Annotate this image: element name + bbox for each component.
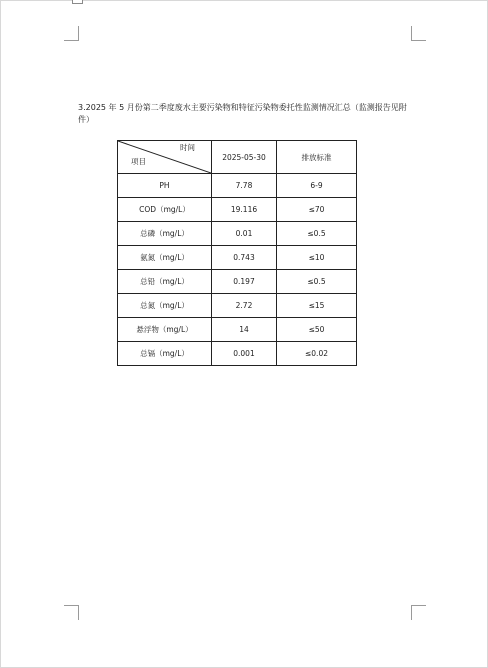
standard-cell: ≤15 [277, 294, 357, 318]
table-row [118, 246, 357, 270]
table-row [118, 174, 357, 198]
standard-cell: ≤70 [277, 198, 357, 222]
standard-cell: ≤50 [277, 318, 357, 342]
value-cell: 2.72 [212, 294, 277, 318]
page-edge-left [0, 0, 1, 668]
item-cell: 总磷（mg/L） [118, 222, 212, 246]
standard-cell: ≤0.5 [277, 222, 357, 246]
margin-mark-bottom-left [64, 605, 79, 620]
standard-cell: ≤0.5 [277, 270, 357, 294]
section-heading: 3.2025 年 5 月份第二季度废水主要污染物和特征污染物委托性监测情况汇总（监测报告见附件） [78, 103, 407, 124]
header-standard-cell: 排放标准 [277, 141, 357, 174]
margin-mark-bottom-right [411, 605, 426, 620]
value-cell: 7.78 [212, 174, 277, 198]
value-cell: 19.116 [212, 198, 277, 222]
standard-cell: 6-9 [277, 174, 357, 198]
value-cell: 0.743 [212, 246, 277, 270]
monitoring-table [117, 140, 357, 366]
item-cell: 悬浮物（mg/L） [118, 318, 212, 342]
item-cell: 氨氮（mg/L） [118, 246, 212, 270]
value-cell: 0.01 [212, 222, 277, 246]
table-row [118, 270, 357, 294]
margin-mark-top-right [411, 26, 426, 41]
header-time-label: 时间 [180, 143, 195, 152]
item-cell: 总铅（mg/L） [118, 270, 212, 294]
scroll-thumb[interactable] [72, 0, 83, 4]
table-row [118, 294, 357, 318]
item-cell: 总氮（mg/L） [118, 294, 212, 318]
header-date-cell: 2025-05-30 [212, 141, 277, 174]
table-row [118, 222, 357, 246]
diagonal-header-cell [118, 141, 212, 174]
value-cell: 14 [212, 318, 277, 342]
table-row [118, 198, 357, 222]
value-cell: 0.001 [212, 342, 277, 366]
item-cell: 总镉（mg/L） [118, 342, 212, 366]
standard-cell: ≤10 [277, 246, 357, 270]
standard-cell: ≤0.02 [277, 342, 357, 366]
margin-mark-top-left [64, 26, 79, 41]
value-cell: 0.197 [212, 270, 277, 294]
table-row [118, 318, 357, 342]
header-item-label: 项目 [131, 157, 146, 166]
table-row [118, 342, 357, 366]
item-cell: COD（mg/L） [118, 198, 212, 222]
table-header-row [118, 141, 357, 174]
item-cell: PH [118, 174, 212, 198]
